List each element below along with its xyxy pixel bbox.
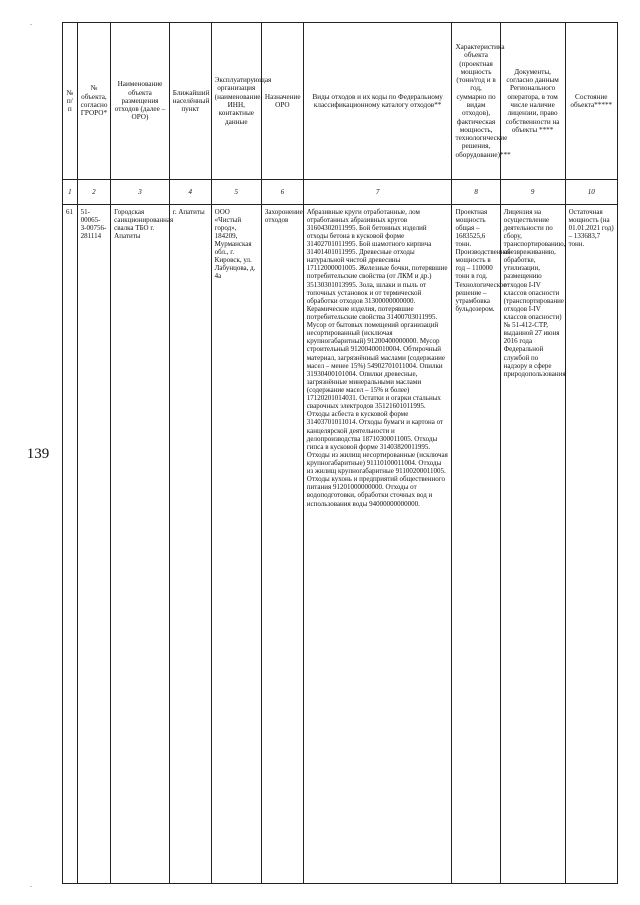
cell-characteristics: Проектная мощность общая – 1683525,6 тонн. Производственная мощность в год – 110000 тонн в год. Технологическое решение – утрамбовка бульдозером.: [452, 204, 500, 883]
header-row: [63, 23, 618, 180]
column-number: 3: [111, 180, 170, 205]
table: [62, 22, 618, 884]
page-number: 139: [26, 446, 50, 462]
scan-mark: .: [30, 880, 32, 889]
cell-name: Городская санкционированная свалка ТБО г. Апатиты: [111, 204, 170, 883]
table-row: [63, 204, 618, 883]
cell-purpose: Захоронение отходов: [261, 204, 303, 883]
cell-operator: ООО «Чистый город», 184209, Мурманская обл., г. Кировск, ул. Лабунцова, д. 4а: [211, 204, 261, 883]
column-number: 10: [565, 180, 617, 205]
header-operator: Эксплуатирующая организация (наименование, ИНН, контактные данные: [211, 23, 261, 180]
column-number: 9: [500, 180, 565, 205]
header-index: № п/п: [63, 23, 78, 180]
scan-mark: .: [30, 18, 32, 27]
cell-settlement: г. Апатиты: [169, 204, 211, 883]
column-number-row: [63, 180, 618, 205]
header-name: Наименование объекта размещения отходов (далее – ОРО): [111, 23, 170, 180]
cell-index: 61: [63, 204, 78, 883]
column-number: 7: [303, 180, 452, 205]
header-purpose: Назначение ОРО: [261, 23, 303, 180]
header-documents: Документы, согласно данным Регионального оператора, в том числе наличие лицензии, право собственности на объекты ****: [500, 23, 565, 180]
header-groro: № объекта, согласно ГРОРО*: [77, 23, 111, 180]
header-characteristics: Характеристика объекта (проектная мощность (тонн/год и в год, суммарно по видам отходов), фактическая мощность, технологические решения, оборудование)***: [452, 23, 500, 180]
header-settlement: Ближайший населённый пункт: [169, 23, 211, 180]
cell-status: Остаточная мощность (на 01.01.2021 год) – 133683,7 тонн.: [565, 204, 617, 883]
column-number: 8: [452, 180, 500, 205]
header-waste-types: Виды отходов и их коды по Федеральному классификационному каталогу отходов**: [303, 23, 452, 180]
column-number: 1: [63, 180, 78, 205]
cell-documents: Лицензия на осуществление деятельности по сбору, транспортированию, обезвреживанию, обработке, утилизации, размещению отходов I-IV классов опасности (транспортирование отходов I-IV классов опасности) № 51-412-СТР, выданной 27 июня 2016 года Федеральной службой по надзору в сфере природопользования: [500, 204, 565, 883]
waste-objects-table: [62, 22, 618, 884]
column-number: 4: [169, 180, 211, 205]
column-number: 5: [211, 180, 261, 205]
header-status: Состояние объекта*****: [565, 23, 617, 180]
column-number: 2: [77, 180, 111, 205]
column-number: 6: [261, 180, 303, 205]
cell-waste-types: Абразивные круги отработанные, лом отработанных абразивных кругов 31604302011995. Бой бетонных изделий отходы бетона в кусковой форме 31402701011995. Бой шамотного кирпича 31401401011995. Древесные отходы натуральной чистой древесины 17112000001005. Железные бочки, потерявшие потребительские свойства (от ЛКМ и др.) 35130301013995. Зола, шлаки и пыль от топочных установок и от термической обработки отходов 31300000000000. Керамические изделия, потерявшие потребительские свойства 31400703011995. Мусор от бытовых помещений организаций несортированный (исключая крупногабаритный) 91200400000000. Мусор строительный 91200400010004. Обтирочный материал, загрязнённый маслами (содержание масел – менее 15%) 54902701011004. Опилки 31930400101004. Опилки древесные, загрязнённые минеральными маслами (содержание масел – 15% и более) 17120201014031. Остатки и огарки стальных сварочных электродов 35121601011995. Отходы асбеста в кусковой форме 31403701011014. Отходы бумаги и картона от канцелярской деятельности и делопроизводства 18710300011005. Отходы гипса в кусковой форме 31403820011995. Отходы из жилищ несортированные (исключая крупногабаритные) 91110100011004. Отходы из жилищ крупногабаритные 91100200011005. Отходы кухонь и предприятий общественного питания 91201000000000. Отходы от водоподготовки, обработки сточных вод и использования воды 94000000000000.: [303, 204, 452, 883]
cell-groro: 51-00065-З-00756-281114: [77, 204, 111, 883]
